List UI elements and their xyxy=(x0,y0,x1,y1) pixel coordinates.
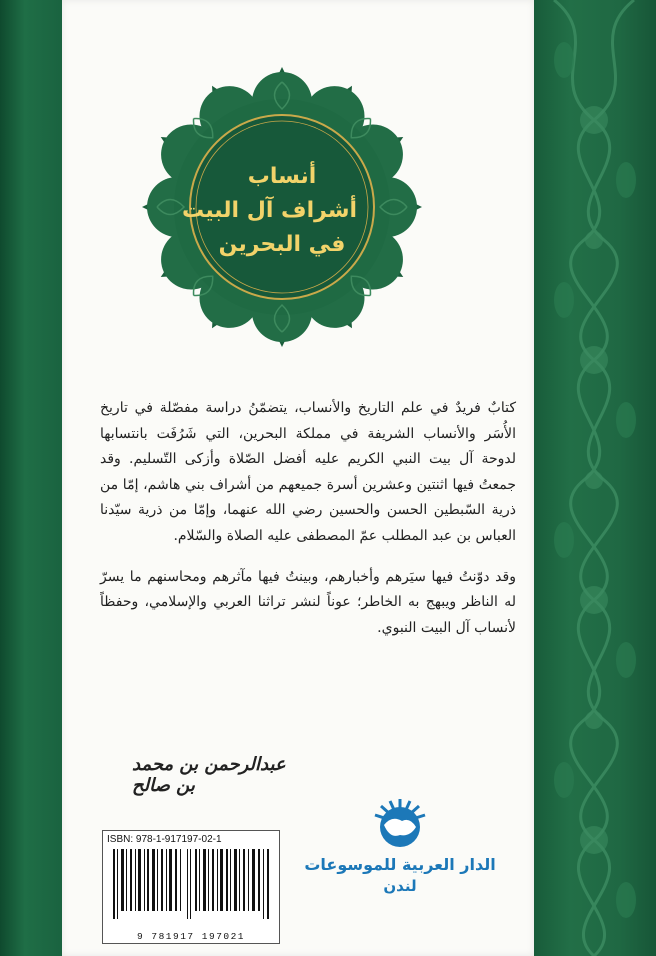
title-line-1: أنساب xyxy=(247,164,317,189)
title-line-3: في البحرين xyxy=(218,232,346,257)
barcode-bars xyxy=(111,849,271,919)
publisher-name: الدار العربية للموسوعات xyxy=(304,855,496,874)
book-title xyxy=(182,160,357,262)
isbn-barcode xyxy=(102,830,280,944)
blurb-text xyxy=(100,396,516,656)
isbn-label: ISBN: 978-1-917197-02-1 xyxy=(107,834,222,845)
publisher-logo-icon xyxy=(300,795,500,855)
title-line-2: أشراف آل البيت xyxy=(182,198,357,223)
blurb-paragraph-1: كتابٌ فريدٌ في علم التاريخ والأنساب، يتضمّنُ دراسة مفصّلة في تاريخ الأُسَر والأنساب الشريفة في مملكة البحرين، التي شَرُفَت بانتسابها لدوحة آل بيت النبي الكريم عليه أفضل الصّلاة وأزكى التّسليم. وقد جمعتُ فيها اثنتين وعشرين أسرة جميعهم من أشراف بني هاشم، إمّا من ذرية السّبطين الحسن والحسين رضي الله عنهما، وإمّا من ذرية سيّدنا العباس بن عبد المطلب عمّ المصطفى عليه الصلاة والسّلام. xyxy=(100,400,516,544)
publisher-block xyxy=(300,795,500,945)
blurb-paragraph-2: وقد دوّنتُ فيها سيَرهم وأخبارهم، وبينتُ فيها مآثرهم ومحاسنهم ما يسرّ له الناظر ويبهج به الخاطر؛ عوناً لنشر تراثنا العربي والإسلامي، وحفظاً لأنساب آل البيت النبوي. xyxy=(100,568,516,636)
text-panel xyxy=(62,0,534,956)
publisher-city: لندن xyxy=(383,877,417,895)
cover-edge-strip xyxy=(0,0,62,956)
arabesque-pattern xyxy=(534,0,656,956)
ornamental-spine xyxy=(534,0,656,956)
author-signature: عبدالرحمن بن محمد بن صالح xyxy=(132,754,286,796)
barcode-digits: 9 781917 197021 xyxy=(136,931,245,942)
